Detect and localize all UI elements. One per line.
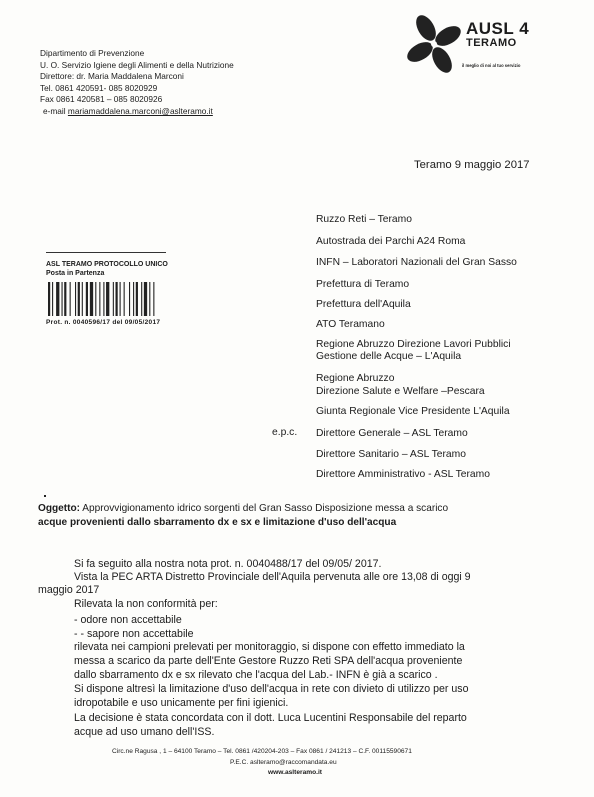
body-line: maggio 2017 [38,584,100,596]
subject-label: Oggetto: [38,503,81,514]
logo-tagline: il meglio di noi al tuo servizio [462,63,521,68]
body-line: Si dispone altresì la limitazione d'uso dell'acqua in rete con divieto di utilizzo per uso [74,683,469,695]
recipient: Prefettura di Teramo [316,279,410,290]
email-line [40,106,234,118]
bullet-dot [44,495,46,497]
subject-line-1 [38,502,448,516]
recipient: Regione Abruzzo Direzione Lavori Pubblici [316,339,511,350]
body-line: messa a scarico da parte dell'Ente Gestore Ruzzo Reti SPA dell'acqua proveniente [74,655,463,667]
body-line: Rilevata la non conformità per: [74,598,218,610]
stamp-line: Posta in Partenza [46,270,105,277]
cc-recipient: Direttore Generale – ASL Teramo [316,428,468,439]
recipient: Giunta Regionale Vice Presidente L'Aquila [316,406,510,417]
protocol-number: Prot. n. 0040596/17 del 09/05/2017 [46,319,161,326]
header-line: Fax 0861 420581 – 085 8020926 [40,94,163,105]
email-link[interactable]: mariamaddalena.marconi@aslteramo.it [67,105,213,116]
recipient: Gestione delle Acque – L'Aquila [316,351,462,362]
body-line: - odore non accettabile [74,614,182,626]
department-header [40,48,234,118]
recipient: Regione Abruzzo [316,373,395,384]
recipient: Autostrada dei Parchi A24 Roma [316,236,466,247]
header-line: U. O. Servizio Igiene degli Alimenti e della Nutrizione [40,59,234,70]
body-line: idropotabile e uso unicamente per fini igienici. [74,697,289,709]
logo-name-line1: AUSL 4 [466,19,530,38]
subject-block [38,502,448,530]
body-line: dallo sbarramento dx e sx rilevato che l'acqua del Lab.- INFN è già a scarico . [74,669,438,681]
recipient: Direzione Salute e Welfare –Pescara [316,386,485,397]
letter-date: Teramo 9 maggio 2017 [414,159,530,171]
subject-text: Approvvigionamento idrico sorgenti del Gran Sasso Disposizione messa a scarico [82,503,449,514]
body-line: acque ad uso umano dell'ISS. [74,726,215,738]
email-label: e-mail [43,105,66,116]
body-line: rilevata nei campioni prelevati per monitoraggio, si dispone con effetto immediato la [74,641,465,653]
recipient: ATO Teramano [316,319,385,330]
subject-line-2: acque provenienti dallo sbarramento dx e sx e limitazione d'uso dell'acqua [38,517,397,528]
recipient: INFN – Laboratori Nazionali del Gran Sasso [316,257,517,268]
stamp-line: ASL TERAMO PROTOCOLLO UNICO [46,261,168,268]
body-line: - - sapore non accettabile [74,628,194,640]
header-line: Direttore: dr. Maria Maddalena Marconi [40,71,184,82]
footer-address: Circ.ne Ragusa , 1 – 64100 Teramo – Tel. 0861 /420204-203 – Fax 0861 / 241213 – C.F. 00115590671 [112,748,412,755]
body-line: La decisione è stata concordata con il dott. Luca Lucentini Responsabile del reparto [74,712,467,724]
barcode-icon [48,282,186,316]
recipient: Prefettura dell'Aquila [316,299,411,310]
footer-web[interactable]: www.aslteramo.it [268,769,322,776]
cc-recipient: Direttore Sanitario – ASL Teramo [316,449,466,460]
header-line: Dipartimento di Prevenzione [40,48,145,58]
logo-name-line2: TERAMO [466,37,517,49]
body-line: Vista la PEC ARTA Distretto Provinciale dell'Aquila pervenuta alle ore 13,08 di oggi 9 [74,571,471,583]
footer-pec[interactable]: P.E.C. aslteramo@raccomandata.eu [230,759,337,766]
header-line: Tel. 0861 420591- 085 8020929 [40,82,158,93]
recipient: Ruzzo Reti – Teramo [316,214,412,225]
epc-label: e.p.c. [272,427,298,438]
protocol-stamp [46,260,168,278]
body-line: Si fa seguito alla nostra nota prot. n. 0040488/17 del 09/05/ 2017. [74,558,382,570]
stamp-divider [46,252,166,253]
cc-recipient: Direttore Amministrativo - ASL Teramo [316,469,490,480]
ausl-logo-icon [404,12,466,78]
